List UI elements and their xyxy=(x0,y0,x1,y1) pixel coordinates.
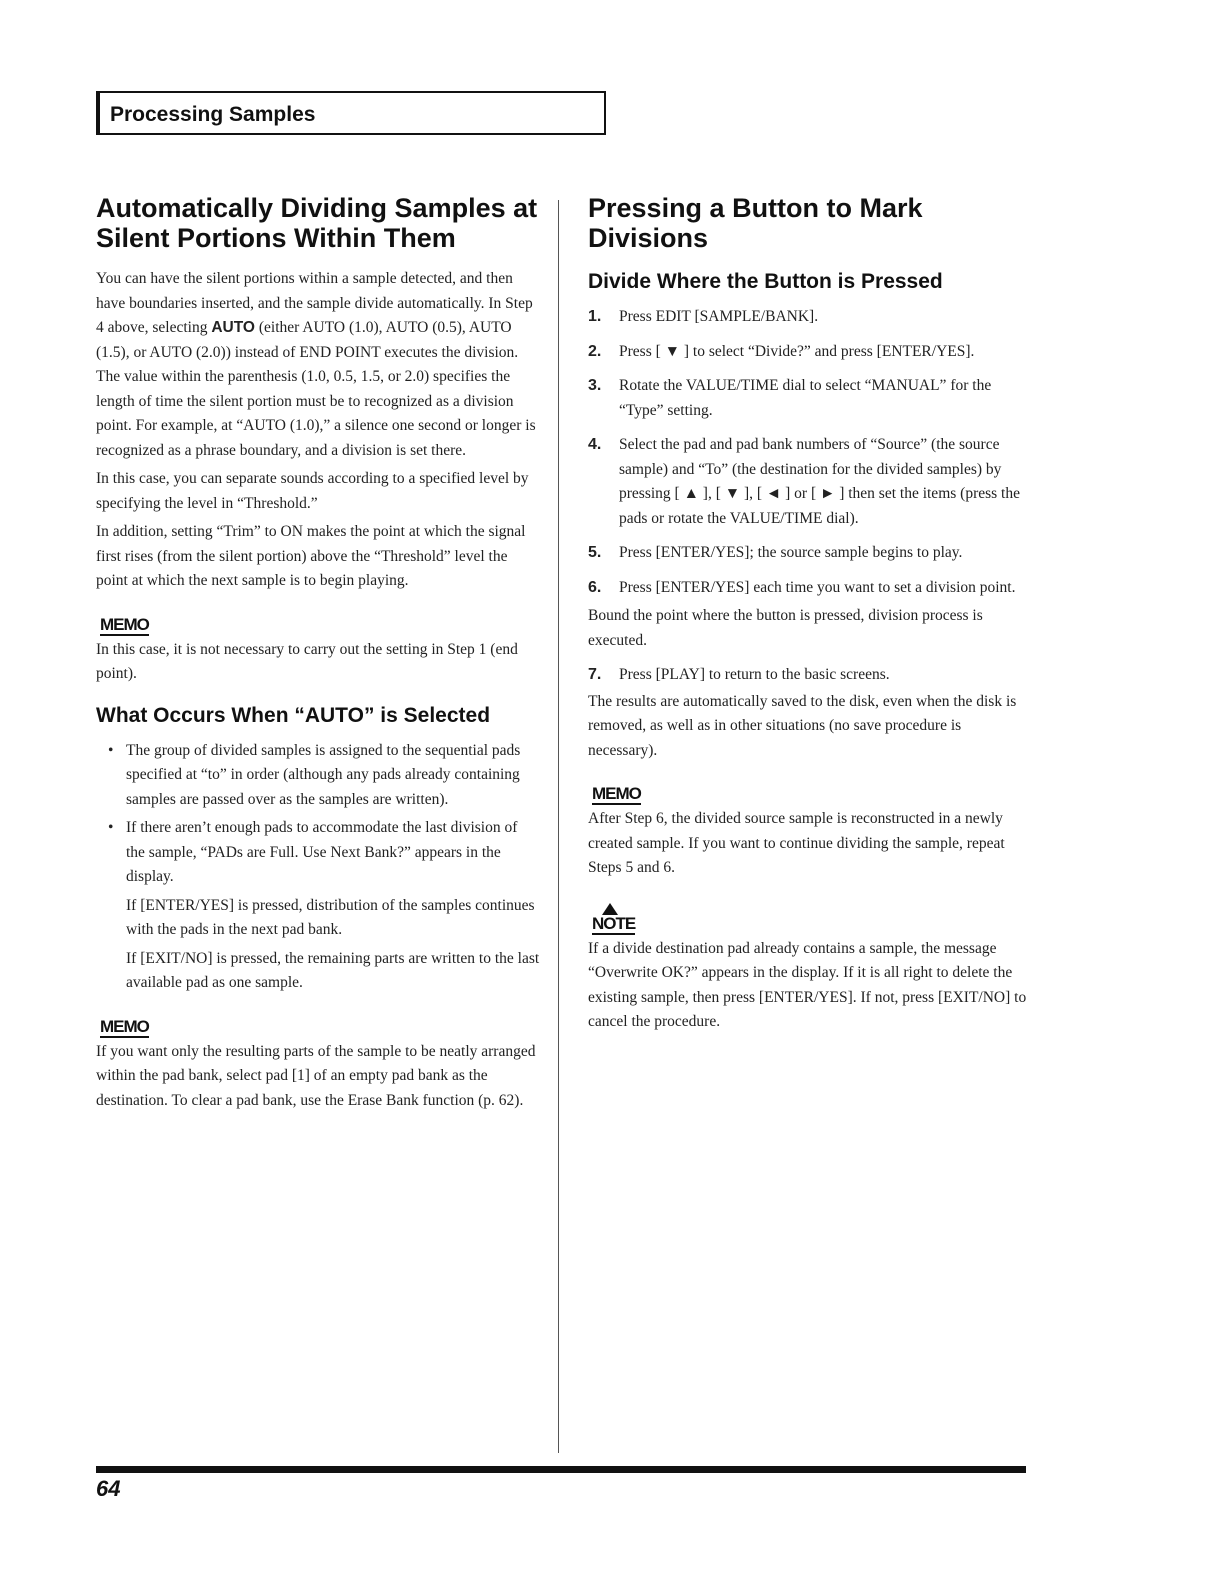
section-header-box xyxy=(96,91,606,135)
left-paragraph-1-part-a: You can have the silent portions within a sample detected, and then have boundaries inserted, and the sample divide automatically. In Step 4 above, selecting xyxy=(96,270,533,336)
left-paragraph-2: In this case, you can separate sounds according to a specified level by specifying the level in “Threshold.” xyxy=(96,470,529,512)
bullet-item: • If there aren’t enough pads to accommodate the last division of the sample, “PADs are Full. Use Next Bank?” appears in the display. xyxy=(126,816,540,890)
steps-list xyxy=(588,305,1028,600)
step-item xyxy=(588,541,1028,566)
left-paragraph-1-part-b: (either AUTO (1.0), AUTO (0.5), AUTO (1.5), or AUTO (2.0)) instead of END POINT executes the division. The value within the parenthesis (1.0, 0.5, 1.5, or 2.0) specifies the length of time the silent portion must be to recognized as a division point. For example, at “AUTO (1.0),” a silence one second or longer is recognized as a phrase boundary, and a division is set there. xyxy=(96,319,536,459)
step-number: 2. xyxy=(588,342,602,360)
step-number: 4. xyxy=(588,436,602,453)
memo-icon: MEMO xyxy=(100,614,149,634)
step-text: Press [ENTER/YES] each time you want to set a division point. xyxy=(619,578,1016,596)
memo-icon: MEMO xyxy=(592,784,641,803)
step-text: Press [ENTER/YES]; the source sample begins to play. xyxy=(619,544,963,561)
step-text: Press [PLAY] to return to the basic screens. xyxy=(619,666,890,683)
auto-keyword: AUTO xyxy=(211,319,255,336)
page-number: 64 xyxy=(96,1476,121,1501)
step-item xyxy=(588,576,1028,601)
step-text: Select the pad and pad bank numbers of “Source” (the source sample) and “To” (the destination for the divided samples) by pressing [ ▲ ], [ ▼ ], [ ◄ ] or [ ► ] then set the items (press the pads or rotate the VALUE/TIME dial). xyxy=(619,436,1020,527)
step-number: 6. xyxy=(588,578,602,596)
step-text: Press [ ▼ ] to select “Divide?” and press [ENTER/YES]. xyxy=(619,342,975,360)
right-memo: After Step 6, the divided source sample is reconstructed in a newly created sample. If you want to continue dividing the sample, repeat Steps 5 and 6. xyxy=(588,810,1005,876)
step-text: Rotate the VALUE/TIME dial to select “MANUAL” for the “Type” setting. xyxy=(619,377,992,419)
step-item xyxy=(588,374,1028,423)
bullet-item: • The group of divided samples is assigned to the sequential pads specified at “to” in order (although any pads already containing samples are passed over as the samples are written). xyxy=(126,739,540,813)
step-item xyxy=(588,663,1028,688)
step-item xyxy=(588,433,1028,531)
section-header-title: Processing Samples xyxy=(110,103,316,126)
right-title: Pressing a Button to Mark Divisions xyxy=(588,193,923,253)
note-icon: NOTE xyxy=(592,913,636,933)
right-column xyxy=(588,193,1028,1039)
after-step-6: Bound the point where the button is pressed, division process is executed. xyxy=(588,607,983,649)
step-number: 3. xyxy=(588,377,602,394)
bullet-sub-2: If [EXIT/NO] is pressed, the remaining parts are written to the last available pad as one sample. xyxy=(126,949,540,991)
left-memo-2: If you want only the resulting parts of the sample to be neatly arranged within the pad bank, select pad [1] of an empty pad bank as the destination. To clear a pad bank, use the Erase Bank function (p. 62). xyxy=(96,1042,536,1109)
left-bullet-list xyxy=(96,739,540,890)
memo-icon: MEMO xyxy=(100,1016,149,1036)
left-memo-1: In this case, it is not necessary to carry out the setting in Step 1 (end point). xyxy=(96,640,518,682)
step-number: 7. xyxy=(588,666,602,683)
after-step-7: The results are automatically saved to the disk, even when the disk is removed, as well as in other situations (no save procedure is necessary). xyxy=(588,692,1017,759)
step-item xyxy=(588,305,1028,330)
footer-rule xyxy=(96,1466,1026,1473)
left-subtitle: What Occurs When “AUTO” is Selected xyxy=(96,703,491,727)
step-text: Press EDIT [SAMPLE/BANK]. xyxy=(619,308,819,325)
bullet-sub-1: If [ENTER/YES] is pressed, distribution of the samples continues with the pads in the next pad bank. xyxy=(126,896,535,938)
right-subtitle: Divide Where the Button is Pressed xyxy=(588,270,943,293)
left-paragraph-1 xyxy=(96,267,540,463)
left-title: Automatically Dividing Samples at Silent Portions Within Them xyxy=(96,193,538,253)
left-column xyxy=(96,193,540,1117)
step-item xyxy=(588,340,1028,365)
column-divider xyxy=(558,200,559,1453)
step-number: 5. xyxy=(588,544,602,561)
steps-list-continued xyxy=(588,663,1028,688)
left-paragraph-3: In addition, setting “Trim” to ON makes the point at which the signal first rises (from the silent portion) above the “Threshold” level the point at which the next sample is to begin playing. xyxy=(96,523,526,589)
right-note: If a divide destination pad already contains a sample, the message “Overwrite OK?” appears in the display. If it is all right to delete the existing sample, then press [ENTER/YES]. If not, press [EXIT/NO] to cancel the procedure. xyxy=(588,939,1027,1030)
step-number: 1. xyxy=(588,308,602,325)
